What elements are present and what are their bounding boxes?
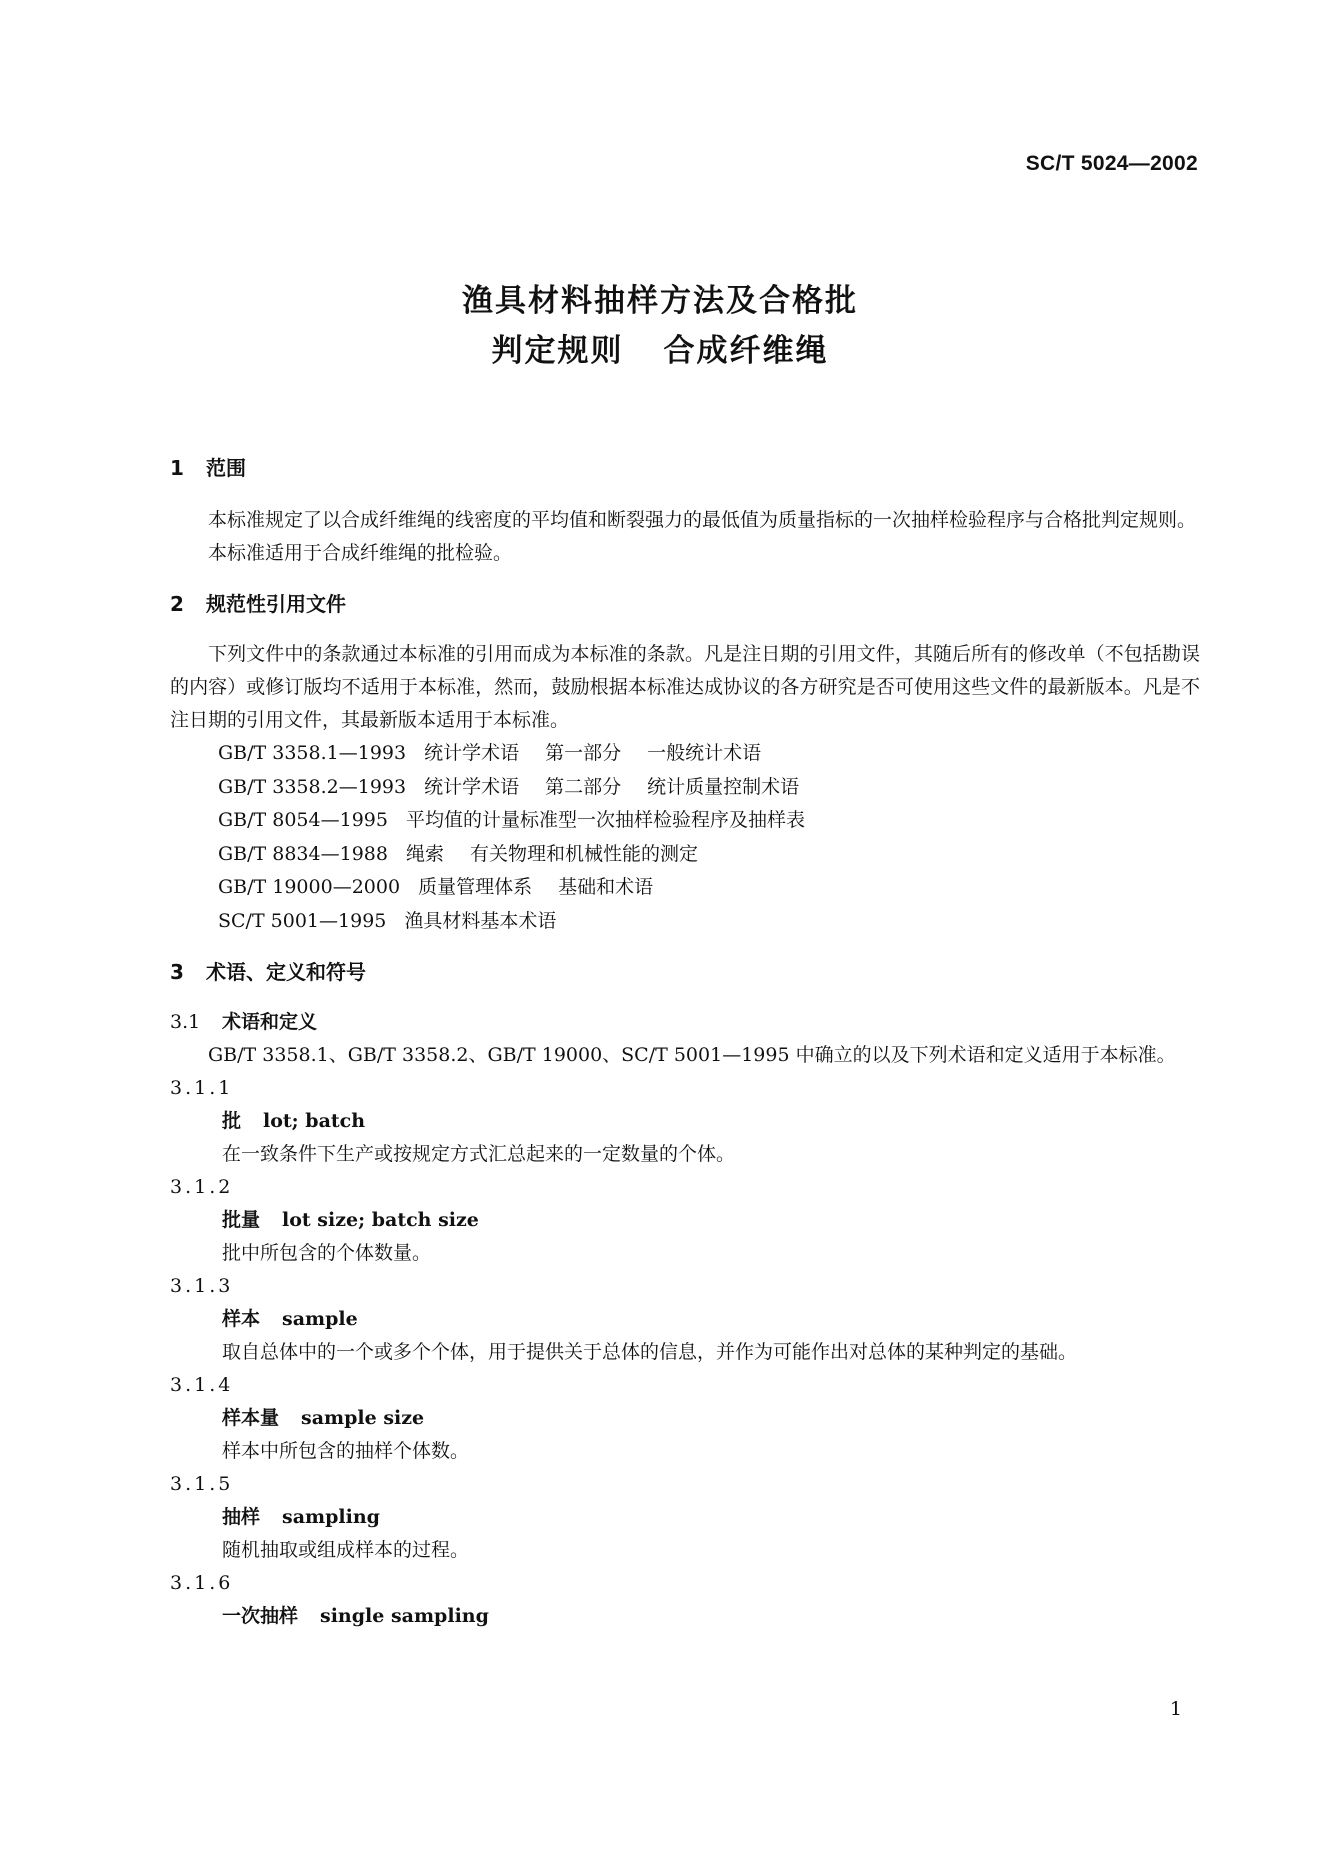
term-name <box>170 1303 1200 1336</box>
reference-title: 第二部分 <box>545 775 622 798</box>
reference-title: 统计质量控制术语 <box>647 775 800 798</box>
section-number: 3 <box>170 960 184 984</box>
section-title: 术语、定义和符号 <box>206 960 366 984</box>
reference-title: 质量管理体系 <box>418 876 533 898</box>
term-name-zh: 样本 <box>222 1308 261 1330</box>
reference-item <box>170 804 1200 838</box>
term-definition: 在一致条件下生产或按规定方式汇总起来的一定数量的个体。 <box>222 1143 736 1165</box>
reference-item <box>170 838 1200 872</box>
term-definition: 批中所包含的个体数量。 <box>222 1242 432 1264</box>
term-entry <box>170 1468 1200 1567</box>
term-name-zh: 抽样 <box>222 1506 261 1528</box>
title-line-2b: 合成纤维绳 <box>663 333 829 369</box>
section-1-heading <box>170 452 1200 484</box>
term-name <box>170 1105 1200 1138</box>
term-number: 3.1.6 <box>170 1572 234 1594</box>
reference-title: 统计学术语 <box>424 742 520 764</box>
reference-code: GB/T 3358.1—1993 <box>218 742 407 764</box>
reference-title: 统计学术语 <box>424 775 520 798</box>
subsection-title: 术语和定义 <box>222 1011 318 1033</box>
subsection-3-1-paragraph: GB/T 3358.1、GB/T 3358.2、GB/T 19000、SC/T 5001—1995 中确立的以及下列术语和定义适用于本标准。 <box>208 1044 1176 1066</box>
reference-code: SC/T 5001—1995 <box>218 909 387 932</box>
reference-code: GB/T 8054—1995 <box>218 809 388 831</box>
reference-item <box>170 737 1200 771</box>
reference-title: 绳索 <box>405 842 444 865</box>
section-title: 规范性引用文件 <box>206 592 346 616</box>
subsection-3-1-heading <box>170 1006 1200 1039</box>
term-entry <box>170 1369 1200 1468</box>
reference-code: GB/T 3358.2—1993 <box>218 775 407 798</box>
reference-title: 基础和术语 <box>558 876 654 898</box>
document-body <box>170 452 1200 1633</box>
term-name-en: lot size; batch size <box>282 1209 479 1231</box>
term-number: 3.1.2 <box>170 1176 234 1198</box>
term-name-zh: 样本量 <box>222 1407 280 1429</box>
term-name-en: single sampling <box>320 1605 489 1627</box>
term-name <box>170 1204 1200 1237</box>
term-entry <box>170 1072 1200 1171</box>
term-name-en: sample <box>282 1308 358 1330</box>
term-name <box>170 1600 1200 1633</box>
term-name-zh: 批 <box>222 1110 242 1132</box>
term-name <box>170 1402 1200 1435</box>
section-number: 2 <box>170 592 184 616</box>
section-1-paragraph-2: 本标准适用于合成纤维绳的批检验。 <box>208 542 513 564</box>
section-2-paragraph-1: 下列文件中的条款通过本标准的引用而成为本标准的条款。凡是注日期的引用文件，其随后所有的修改单（不包括勘误的内容）或修订版均不适用于本标准，然而，鼓励根据本标准达成协议的各方研究是否可使用这些文件的最新版本。凡是不注日期的引用文件，其最新版本适用于本标准。 <box>170 643 1200 731</box>
term-number: 3.1.5 <box>170 1473 234 1495</box>
title-line-1: 渔具材料抽样方法及合格批 <box>462 283 858 319</box>
title-line-2a: 判定规则 <box>491 333 624 369</box>
reference-title: 平均值的计量标准型一次抽样检验程序及抽样表 <box>405 809 805 831</box>
reference-code: GB/T 19000—2000 <box>218 876 401 898</box>
term-entry <box>170 1270 1200 1369</box>
document-title <box>0 276 1320 376</box>
reference-item <box>170 871 1200 905</box>
section-title: 范围 <box>206 456 246 480</box>
term-name-zh: 批量 <box>222 1209 261 1231</box>
term-entry <box>170 1567 1200 1633</box>
reference-title: 有关物理和机械性能的测定 <box>469 842 698 865</box>
reference-item <box>170 905 1200 939</box>
subsection-number: 3.1 <box>170 1011 201 1033</box>
section-3-heading <box>170 956 1200 988</box>
reference-title: 一般统计术语 <box>647 742 762 764</box>
standard-code: SC/T 5024—2002 <box>1025 152 1198 175</box>
term-definition: 取自总体中的一个或多个个体，用于提供关于总体的信息，并作为可能作出对总体的某种判定的基础。 <box>222 1341 1078 1363</box>
term-number: 3.1.4 <box>170 1374 234 1396</box>
term-name-en: sampling <box>282 1506 380 1528</box>
term-entry <box>170 1171 1200 1270</box>
term-definition: 样本中所包含的抽样个体数。 <box>222 1440 470 1462</box>
reference-item <box>170 771 1200 805</box>
section-1-paragraph-1: 本标准规定了以合成纤维绳的线密度的平均值和断裂强力的最低值为质量指标的一次抽样检验程序与合格批判定规则。 <box>208 509 1197 531</box>
term-number: 3.1.3 <box>170 1275 234 1297</box>
reference-code: GB/T 8834—1988 <box>218 842 388 865</box>
reference-title: 渔具材料基本术语 <box>404 909 557 932</box>
term-definition: 随机抽取或组成样本的过程。 <box>222 1539 470 1561</box>
term-name <box>170 1501 1200 1534</box>
term-number: 3.1.1 <box>170 1077 234 1099</box>
title-line-2 <box>0 326 1320 376</box>
section-number: 1 <box>170 456 184 480</box>
term-name-zh: 一次抽样 <box>222 1605 299 1627</box>
section-2-heading <box>170 588 1200 620</box>
page-number: 1 <box>1169 1698 1182 1720</box>
term-name-en: lot; batch <box>263 1110 366 1132</box>
reference-title: 第一部分 <box>545 742 622 764</box>
term-name-en: sample size <box>301 1407 425 1429</box>
